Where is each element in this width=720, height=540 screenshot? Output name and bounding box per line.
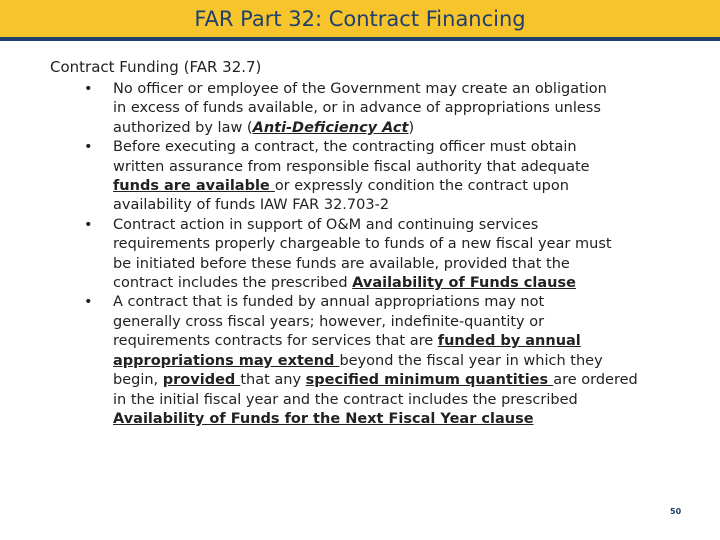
slide-title: FAR Part 32: Contract Financing [194, 6, 526, 31]
bullet-text: in excess of funds available, or in advance of appropriations unless [113, 100, 601, 117]
bullet-line [113, 352, 653, 371]
bullet-text: A contract that is funded by annual appropriations may not [113, 294, 545, 311]
bullet-line [113, 371, 653, 390]
bullet-line [113, 235, 653, 254]
bullet-dot: • [84, 81, 93, 97]
bullet-text: in the initial fiscal year and the contract includes the prescribed [113, 391, 578, 408]
bullet-dot: • [84, 294, 93, 311]
bullet-line [113, 274, 653, 293]
bullet-text: requirements properly chargeable to funds of a new fiscal year must [113, 236, 612, 253]
emphasized-text: Anti-Deficiency Act [252, 119, 409, 136]
bullet-text: are ordered [553, 372, 638, 389]
bullet-item [0, 216, 653, 294]
bullet-item [0, 80, 653, 138]
bullet-text: generally cross fiscal years; however, indefinite-quantity or [113, 313, 545, 330]
bullet-line [113, 255, 653, 274]
emphasized-text: funded by annual [437, 333, 581, 350]
bullet-text: No officer or employee of the Government may create an obligation [113, 81, 607, 97]
bullet-text: contract includes the prescribed [113, 275, 353, 292]
page-number: 50 [670, 507, 682, 516]
bullet-line [113, 196, 653, 215]
bullet-text: written assurance from responsible fiscal authority that adequate [113, 158, 590, 175]
bullet-dot: • [84, 216, 93, 233]
bullet-line [113, 119, 653, 138]
bullet-item [0, 293, 653, 429]
bullet-text: be initiated before these funds are available, provided that the [113, 255, 570, 272]
bullet-item [0, 138, 653, 216]
bullet-text: requirements contracts for services that are [113, 333, 438, 350]
emphasized-text: specified minimum quantities [305, 372, 554, 389]
bullet-line [113, 158, 653, 177]
bullet-text: begin, [113, 372, 163, 389]
bullet-text: or expressly condition the contract upon [274, 178, 569, 195]
emphasized-text: Availability of Funds clause [352, 275, 576, 292]
title-bar [0, 0, 720, 41]
emphasized-text: provided [162, 372, 241, 389]
bullet-line [113, 177, 653, 196]
bullet-line [113, 216, 653, 235]
bullet-text: Contract action in support of O&M and continuing services [113, 216, 539, 233]
bullet-line [113, 80, 653, 99]
bullet-line [113, 391, 653, 410]
bullet-line [113, 138, 653, 157]
emphasized-text: funds are available [113, 178, 275, 195]
bullet-line [113, 313, 653, 332]
section-heading: Contract Funding (FAR 32.7) [50, 58, 262, 76]
bullet-text: availability of funds IAW FAR 32.703-2 [113, 197, 390, 214]
bullet-text: ) [408, 119, 415, 136]
bullet-text: Before executing a contract, the contracting officer must obtain [113, 139, 577, 156]
bullet-text: beyond the fiscal year in which they [339, 352, 603, 369]
bullet-line [113, 99, 653, 118]
bullet-line [113, 410, 653, 429]
bullet-text: that any [240, 372, 306, 389]
bullet-dot: • [84, 139, 93, 156]
bullet-list [0, 80, 720, 429]
bullet-line [113, 332, 653, 351]
bullet-text: authorized by law ( [113, 119, 253, 136]
emphasized-text: appropriations may extend [113, 352, 340, 369]
bullet-line [113, 293, 653, 312]
emphasized-text: Availability of Funds for the Next Fiscal Year clause [113, 410, 534, 427]
